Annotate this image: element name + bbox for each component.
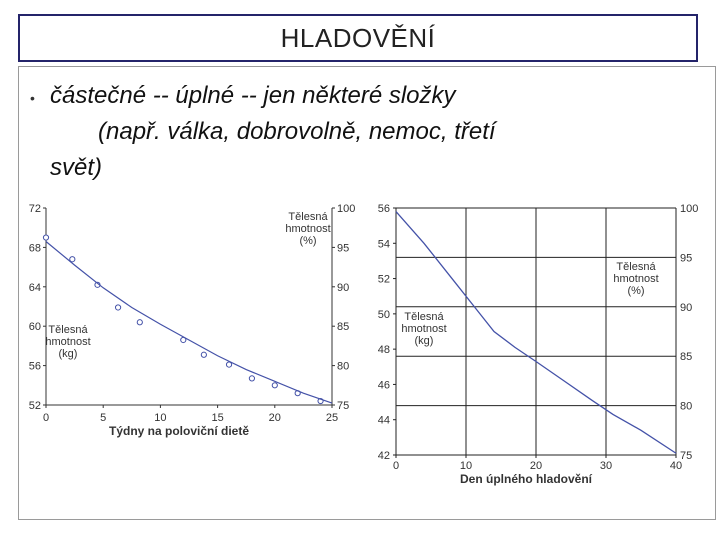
- right-y-tick-label: 42: [377, 450, 390, 462]
- left-yr-tick-label: 75: [337, 400, 350, 412]
- chart-days-fasting: [360, 196, 710, 496]
- right-y-axis-title-line: hmotnost: [401, 323, 447, 335]
- chart-weeks-half-diet: [20, 196, 360, 446]
- right-x-tick-label: 10: [459, 460, 473, 472]
- left-y-axis-title-line: (kg): [58, 348, 78, 360]
- left-y-axis-title-line: Tělesná: [48, 324, 88, 336]
- right-y-tick-label: 50: [377, 308, 390, 321]
- right-x-tick-label: 30: [599, 460, 613, 472]
- right-yr-tick-label: 75: [680, 450, 693, 462]
- left-chart-marks: [43, 235, 332, 404]
- bullet-text: [50, 78, 670, 186]
- right-x-tick-label: 0: [392, 460, 400, 472]
- right-y-tick-label: 44: [377, 414, 390, 427]
- left-y-tick-label: 56: [28, 360, 41, 373]
- right-x-axis-title: Den úplného hladovění: [459, 472, 593, 486]
- left-chart-labels: [29, 203, 356, 438]
- left-yr-axis-title-line: hmotnost: [285, 223, 331, 235]
- left-fit-line: [46, 241, 332, 403]
- left-y-tick-label: 68: [28, 242, 41, 255]
- left-yr-tick-label: 95: [337, 242, 350, 255]
- left-y-tick-label: 52: [28, 400, 41, 412]
- bullet-line-3: svět): [50, 154, 103, 181]
- right-y-axis-title-line: Tělesná: [404, 311, 444, 323]
- left-x-tick-label: 20: [268, 412, 281, 424]
- left-data-point: [272, 383, 277, 388]
- left-yr-axis-title-line: (%): [299, 235, 317, 247]
- left-yr-tick-label: 85: [337, 321, 350, 334]
- right-y-tick-label: 52: [377, 273, 390, 286]
- left-x-axis-title: Týdny na poloviční dietě: [108, 424, 250, 438]
- left-y-tick-label: 72: [28, 203, 41, 215]
- bullet-line-2: (např. válka, dobrovolně, nemoc, třetí: [98, 118, 496, 145]
- title-box: [18, 14, 698, 62]
- right-y-tick-label: 56: [377, 203, 390, 215]
- left-yr-axis-title-line: Tělesná: [288, 211, 328, 223]
- left-data-point: [201, 352, 206, 357]
- slide-title: HLADOVĚNÍ: [280, 22, 436, 53]
- right-x-tick-label: 40: [669, 460, 683, 472]
- right-yr-axis-title-line: Tělesná: [616, 261, 656, 273]
- right-yr-tick-label: 90: [680, 301, 693, 314]
- left-x-tick-label: 10: [154, 412, 167, 424]
- left-data-point: [249, 376, 254, 381]
- left-x-tick-label: 25: [325, 412, 339, 424]
- right-yr-tick-label: 100: [680, 203, 699, 215]
- left-data-point: [137, 320, 142, 325]
- left-y-axis-title-line: hmotnost: [45, 336, 91, 348]
- left-yr-tick-label: 80: [337, 360, 350, 373]
- left-x-tick-label: 15: [211, 412, 224, 424]
- left-yr-tick-label: 100: [337, 203, 356, 215]
- left-y-tick-label: 60: [28, 321, 41, 334]
- left-y-tick-label: 64: [28, 281, 41, 294]
- left-x-tick-label: 5: [100, 412, 107, 424]
- right-yr-tick-label: 95: [680, 252, 693, 265]
- bullet-marker: •: [30, 90, 35, 106]
- right-yr-axis-title-line: hmotnost: [613, 273, 659, 285]
- right-yr-tick-label: 80: [680, 400, 693, 413]
- right-y-tick-label: 48: [377, 344, 390, 357]
- bullet-line-1: částečné -- úplné -- jen některé složky: [50, 82, 456, 109]
- right-y-tick-label: 46: [377, 379, 390, 392]
- left-data-point: [43, 235, 48, 240]
- right-yr-axis-title-line: (%): [627, 285, 645, 297]
- right-yr-tick-label: 85: [680, 351, 693, 364]
- right-x-tick-label: 20: [529, 460, 543, 472]
- left-chart-axes: [43, 208, 335, 408]
- right-y-axis-title-line: (kg): [414, 335, 434, 347]
- left-x-tick-label: 0: [42, 412, 50, 424]
- left-yr-tick-label: 90: [337, 281, 350, 294]
- right-y-tick-label: 54: [377, 238, 390, 251]
- left-data-point: [115, 305, 120, 310]
